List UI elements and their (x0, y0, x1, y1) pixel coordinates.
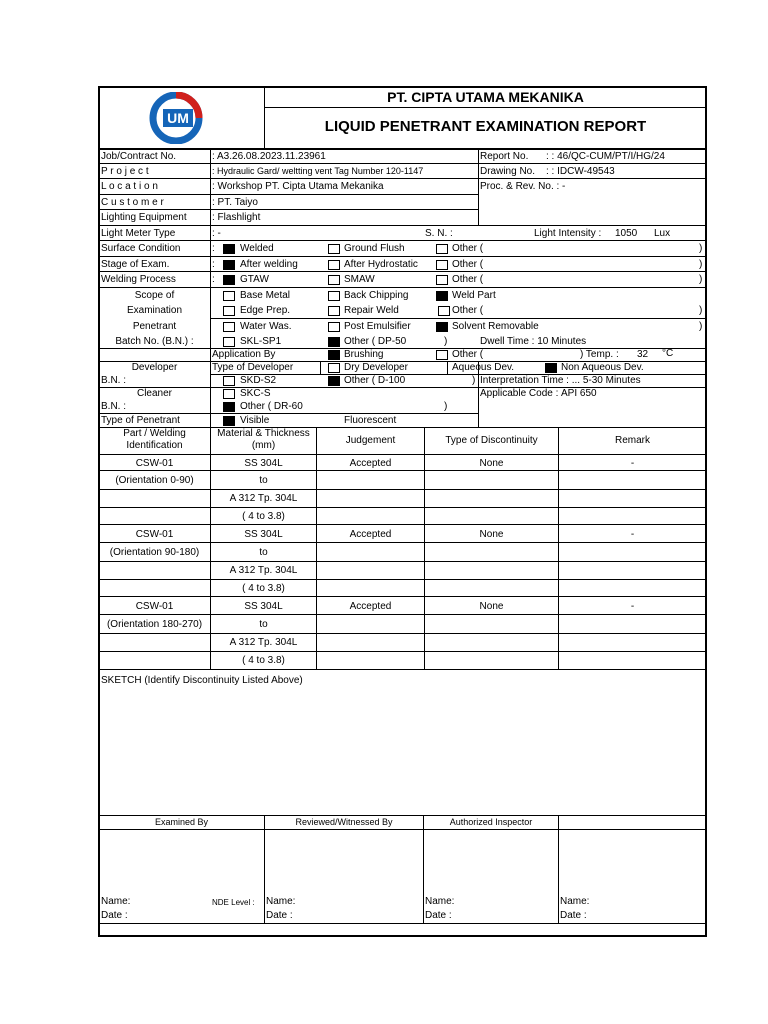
cleaner-bn-label: B.N. : (101, 401, 127, 412)
header-material: Material & Thickness (mm) (217, 428, 310, 451)
colon: : (212, 274, 215, 285)
logo-text: UM (167, 110, 189, 126)
part-id: CSW-01 (135, 529, 174, 540)
back-chipping-label: Back Chipping (344, 290, 409, 301)
proc-label: Proc. & Rev. No. : - (480, 181, 566, 192)
reviewed-by-label: Reviewed/Witnessed By (295, 817, 393, 827)
developer-bn-label: B.N. : (101, 375, 127, 386)
post-emulsifier-checkbox[interactable] (328, 322, 340, 332)
orientation: (Orientation 0-90) (115, 475, 194, 486)
meter-label: Light Meter Type (101, 228, 176, 239)
scope-other-label: Other ( (452, 305, 484, 316)
ground-flush-checkbox[interactable] (328, 244, 340, 254)
drawing-value: : : IDCW-49543 (546, 166, 615, 177)
ground-flush-label: Ground Flush (344, 243, 405, 254)
surface-other-label: Other ( (452, 243, 484, 254)
brushing-checkbox[interactable] (328, 350, 340, 360)
skc-s-checkbox[interactable] (223, 389, 235, 399)
temp-unit: °C (662, 348, 674, 359)
report-no-label: Report No. (480, 151, 529, 162)
weld-part-checkbox[interactable] (436, 291, 448, 301)
after-welding-checkbox[interactable] (223, 260, 235, 270)
smaw-checkbox[interactable] (328, 275, 340, 285)
surface-other-checkbox[interactable] (436, 244, 448, 254)
project-value: : Hydraulic Gard/ weltting vent Tag Number 120-1147 (212, 166, 424, 176)
material: SS 304L (244, 458, 283, 469)
remark: - (630, 601, 635, 612)
after-hydro-label: After Hydrostatic (344, 259, 418, 270)
extra-name-label: Name: (560, 896, 590, 907)
after-welding-label: After welding (240, 259, 298, 270)
interpretation-time: Interpretation Time : ... 5-30 Minutes (480, 375, 641, 386)
type-penetrant-label: Type of Penetrant (101, 415, 180, 426)
sketch-label: SKETCH (Identify Discontinuity Listed Above) (101, 675, 303, 686)
lighting-value: : Flashlight (212, 212, 261, 223)
close-paren: ) (444, 336, 448, 347)
other-d100-checkbox[interactable] (328, 376, 340, 386)
edge-prep-label: Edge Prep. (240, 305, 291, 316)
intensity-value: 1050 (615, 228, 638, 239)
skl-sp1-label: SKL-SP1 (240, 336, 282, 347)
skc-s-label: SKC-S (240, 388, 271, 399)
smaw-label: SMAW (344, 274, 375, 285)
project-label: P r o j e c t (101, 166, 149, 177)
other-dp50-label: Other ( DP-50 (344, 336, 407, 347)
colon: : (212, 243, 215, 254)
close-paren: ) (699, 305, 703, 316)
edge-prep-checkbox[interactable] (223, 306, 235, 316)
welding-other-checkbox[interactable] (436, 275, 448, 285)
intensity-label: Light Intensity : (534, 228, 602, 239)
scope-other-checkbox[interactable] (438, 306, 450, 316)
close-paren: ) (699, 243, 703, 254)
remark: - (630, 529, 635, 540)
reviewer-name-label: Name: (266, 896, 296, 907)
skd-s2-label: SKD-S2 (240, 375, 277, 386)
extra-date-label: Date : (560, 910, 587, 921)
base-metal-label: Base Metal (240, 290, 291, 301)
discontinuity: None (479, 601, 504, 612)
dry-developer-checkbox[interactable] (328, 363, 340, 373)
welding-label: Welding Process (101, 274, 176, 285)
solvent-removable-checkbox[interactable] (436, 322, 448, 332)
location-value: : Workshop PT. Cipta Utama Mekanika (212, 181, 384, 192)
base-metal-checkbox[interactable] (223, 291, 235, 301)
visible-label: Visible (240, 415, 270, 426)
stage-other-checkbox[interactable] (436, 260, 448, 270)
other-dp50-checkbox[interactable] (328, 337, 340, 347)
developer-label: Developer (131, 362, 178, 373)
application-other-checkbox[interactable] (436, 350, 448, 360)
customer-label: C u s t o m e r (101, 197, 164, 208)
close-paren: ) (699, 274, 703, 285)
discontinuity: None (479, 458, 504, 469)
part-id: CSW-01 (135, 458, 174, 469)
material: A 312 Tp. 304L (229, 493, 298, 504)
penetrant-batch-label: Batch No. (B.N.) : (115, 336, 194, 347)
welded-label: Welded (240, 243, 274, 254)
inspector-date-label: Date : (425, 910, 452, 921)
other-dr60-label: Other ( DR-60 (240, 401, 303, 412)
dwell-time: Dwell Time : 10 Minutes (480, 336, 587, 347)
application-other-label: Other ( (452, 349, 484, 360)
lighting-label: Lighting Equipment (101, 212, 187, 223)
after-hydro-checkbox[interactable] (328, 260, 340, 270)
water-was-label: Water Was. (240, 321, 292, 332)
examiner-date-label: Date : (101, 910, 128, 921)
penetrant-label: Penetrant (132, 321, 177, 332)
sn-label: S. N. : (425, 228, 453, 239)
gtaw-checkbox[interactable] (223, 275, 235, 285)
intensity-unit: Lux (654, 228, 671, 239)
authorized-inspector-label: Authorized Inspector (449, 817, 533, 827)
cleaner-label: Cleaner (136, 388, 173, 399)
company-logo (146, 92, 206, 144)
dry-developer-label: Dry Developer (344, 362, 408, 373)
material: SS 304L (244, 529, 283, 540)
company-name: PT. CIPTA UTAMA MEKANIKA (387, 89, 584, 105)
welding-other-label: Other ( (452, 274, 484, 285)
non-aqueous-checkbox[interactable] (545, 363, 557, 373)
scope-label-2: Examination (126, 305, 183, 316)
other-d100-label: Other ( D-100 (344, 375, 406, 386)
applicable-code-label: Applicable Code : (480, 388, 559, 399)
colon: : (212, 259, 215, 270)
material: to (259, 475, 268, 486)
header-part: Part / Welding Identification (123, 428, 186, 451)
material: A 312 Tp. 304L (229, 637, 298, 648)
close-paren: ) (472, 375, 476, 386)
gtaw-label: GTAW (240, 274, 269, 285)
stage-label: Stage of Exam. (101, 259, 170, 270)
examiner-name-label: Name: (101, 896, 131, 907)
welded-checkbox[interactable] (223, 244, 235, 254)
stage-other-label: Other ( (452, 259, 484, 270)
judgement: Accepted (349, 601, 392, 612)
orientation: (Orientation 180-270) (106, 619, 203, 630)
aqueous-dev-label: Aqueous Dev. (452, 362, 515, 373)
applicable-code-value: API 650 (561, 388, 597, 399)
discontinuity: None (479, 529, 504, 540)
inspector-name-label: Name: (425, 896, 455, 907)
close-paren: ) (699, 321, 703, 332)
header-judgement: Judgement (345, 435, 396, 446)
application-by-label: Application By (212, 349, 276, 360)
report-no-value: : : 46/QC-CUM/PT/I/HG/24 (546, 151, 665, 162)
post-emulsifier-label: Post Emulsifier (344, 321, 411, 332)
customer-value: : PT. Taiyo (212, 197, 258, 208)
nde-level-label: NDE Level : (212, 898, 255, 907)
solvent-removable-label: Solvent Removable (452, 321, 539, 332)
job-label: Job/Contract No. (101, 151, 177, 162)
skd-s2-checkbox[interactable] (223, 376, 235, 386)
job-value: : A3.26.08.2023.11.23961 (212, 151, 326, 162)
skl-sp1-checkbox[interactable] (223, 337, 235, 347)
temp-label: ) Temp. : (580, 349, 619, 360)
material: A 312 Tp. 304L (229, 565, 298, 576)
header-remark: Remark (614, 435, 650, 446)
judgement: Accepted (349, 458, 392, 469)
material: to (259, 547, 268, 558)
reviewer-date-label: Date : (266, 910, 293, 921)
type-of-developer-label: Type of Developer (212, 362, 294, 373)
remark: - (630, 458, 635, 469)
other-dr60-checkbox[interactable] (223, 402, 235, 412)
temp-value: 32 (637, 349, 649, 360)
location-label: L o c a t i o n (101, 181, 158, 192)
repair-weld-label: Repair Weld (344, 305, 399, 316)
header-discontinuity: Type of Discontinuity (445, 435, 538, 446)
scope-label: Scope of (134, 290, 175, 301)
water-was-checkbox[interactable] (223, 322, 235, 332)
close-paren: ) (699, 259, 703, 270)
drawing-label: Drawing No. (480, 166, 536, 177)
brushing-label: Brushing (344, 349, 384, 360)
weld-part-label: Weld Part (452, 290, 496, 301)
judgement: Accepted (349, 529, 392, 540)
material: to (259, 619, 268, 630)
surface-label: Surface Condition (101, 243, 181, 254)
meter-value: : - (212, 228, 221, 239)
thickness: ( 4 to 3.8) (242, 583, 285, 594)
visible-checkbox[interactable] (223, 416, 235, 426)
examined-by-label: Examined By (154, 817, 209, 827)
fluorescent-label: Fluorescent (344, 415, 397, 426)
orientation: (Orientation 90-180) (109, 547, 200, 558)
close-paren: ) (444, 401, 448, 412)
report-title: LIQUID PENETRANT EXAMINATION REPORT (324, 118, 647, 135)
back-chipping-checkbox[interactable] (328, 291, 340, 301)
thickness: ( 4 to 3.8) (242, 511, 285, 522)
non-aqueous-label: Non Aqueous Dev. (561, 362, 644, 373)
part-id: CSW-01 (135, 601, 174, 612)
thickness: ( 4 to 3.8) (242, 655, 285, 666)
repair-weld-checkbox[interactable] (328, 306, 340, 316)
material: SS 304L (244, 601, 283, 612)
